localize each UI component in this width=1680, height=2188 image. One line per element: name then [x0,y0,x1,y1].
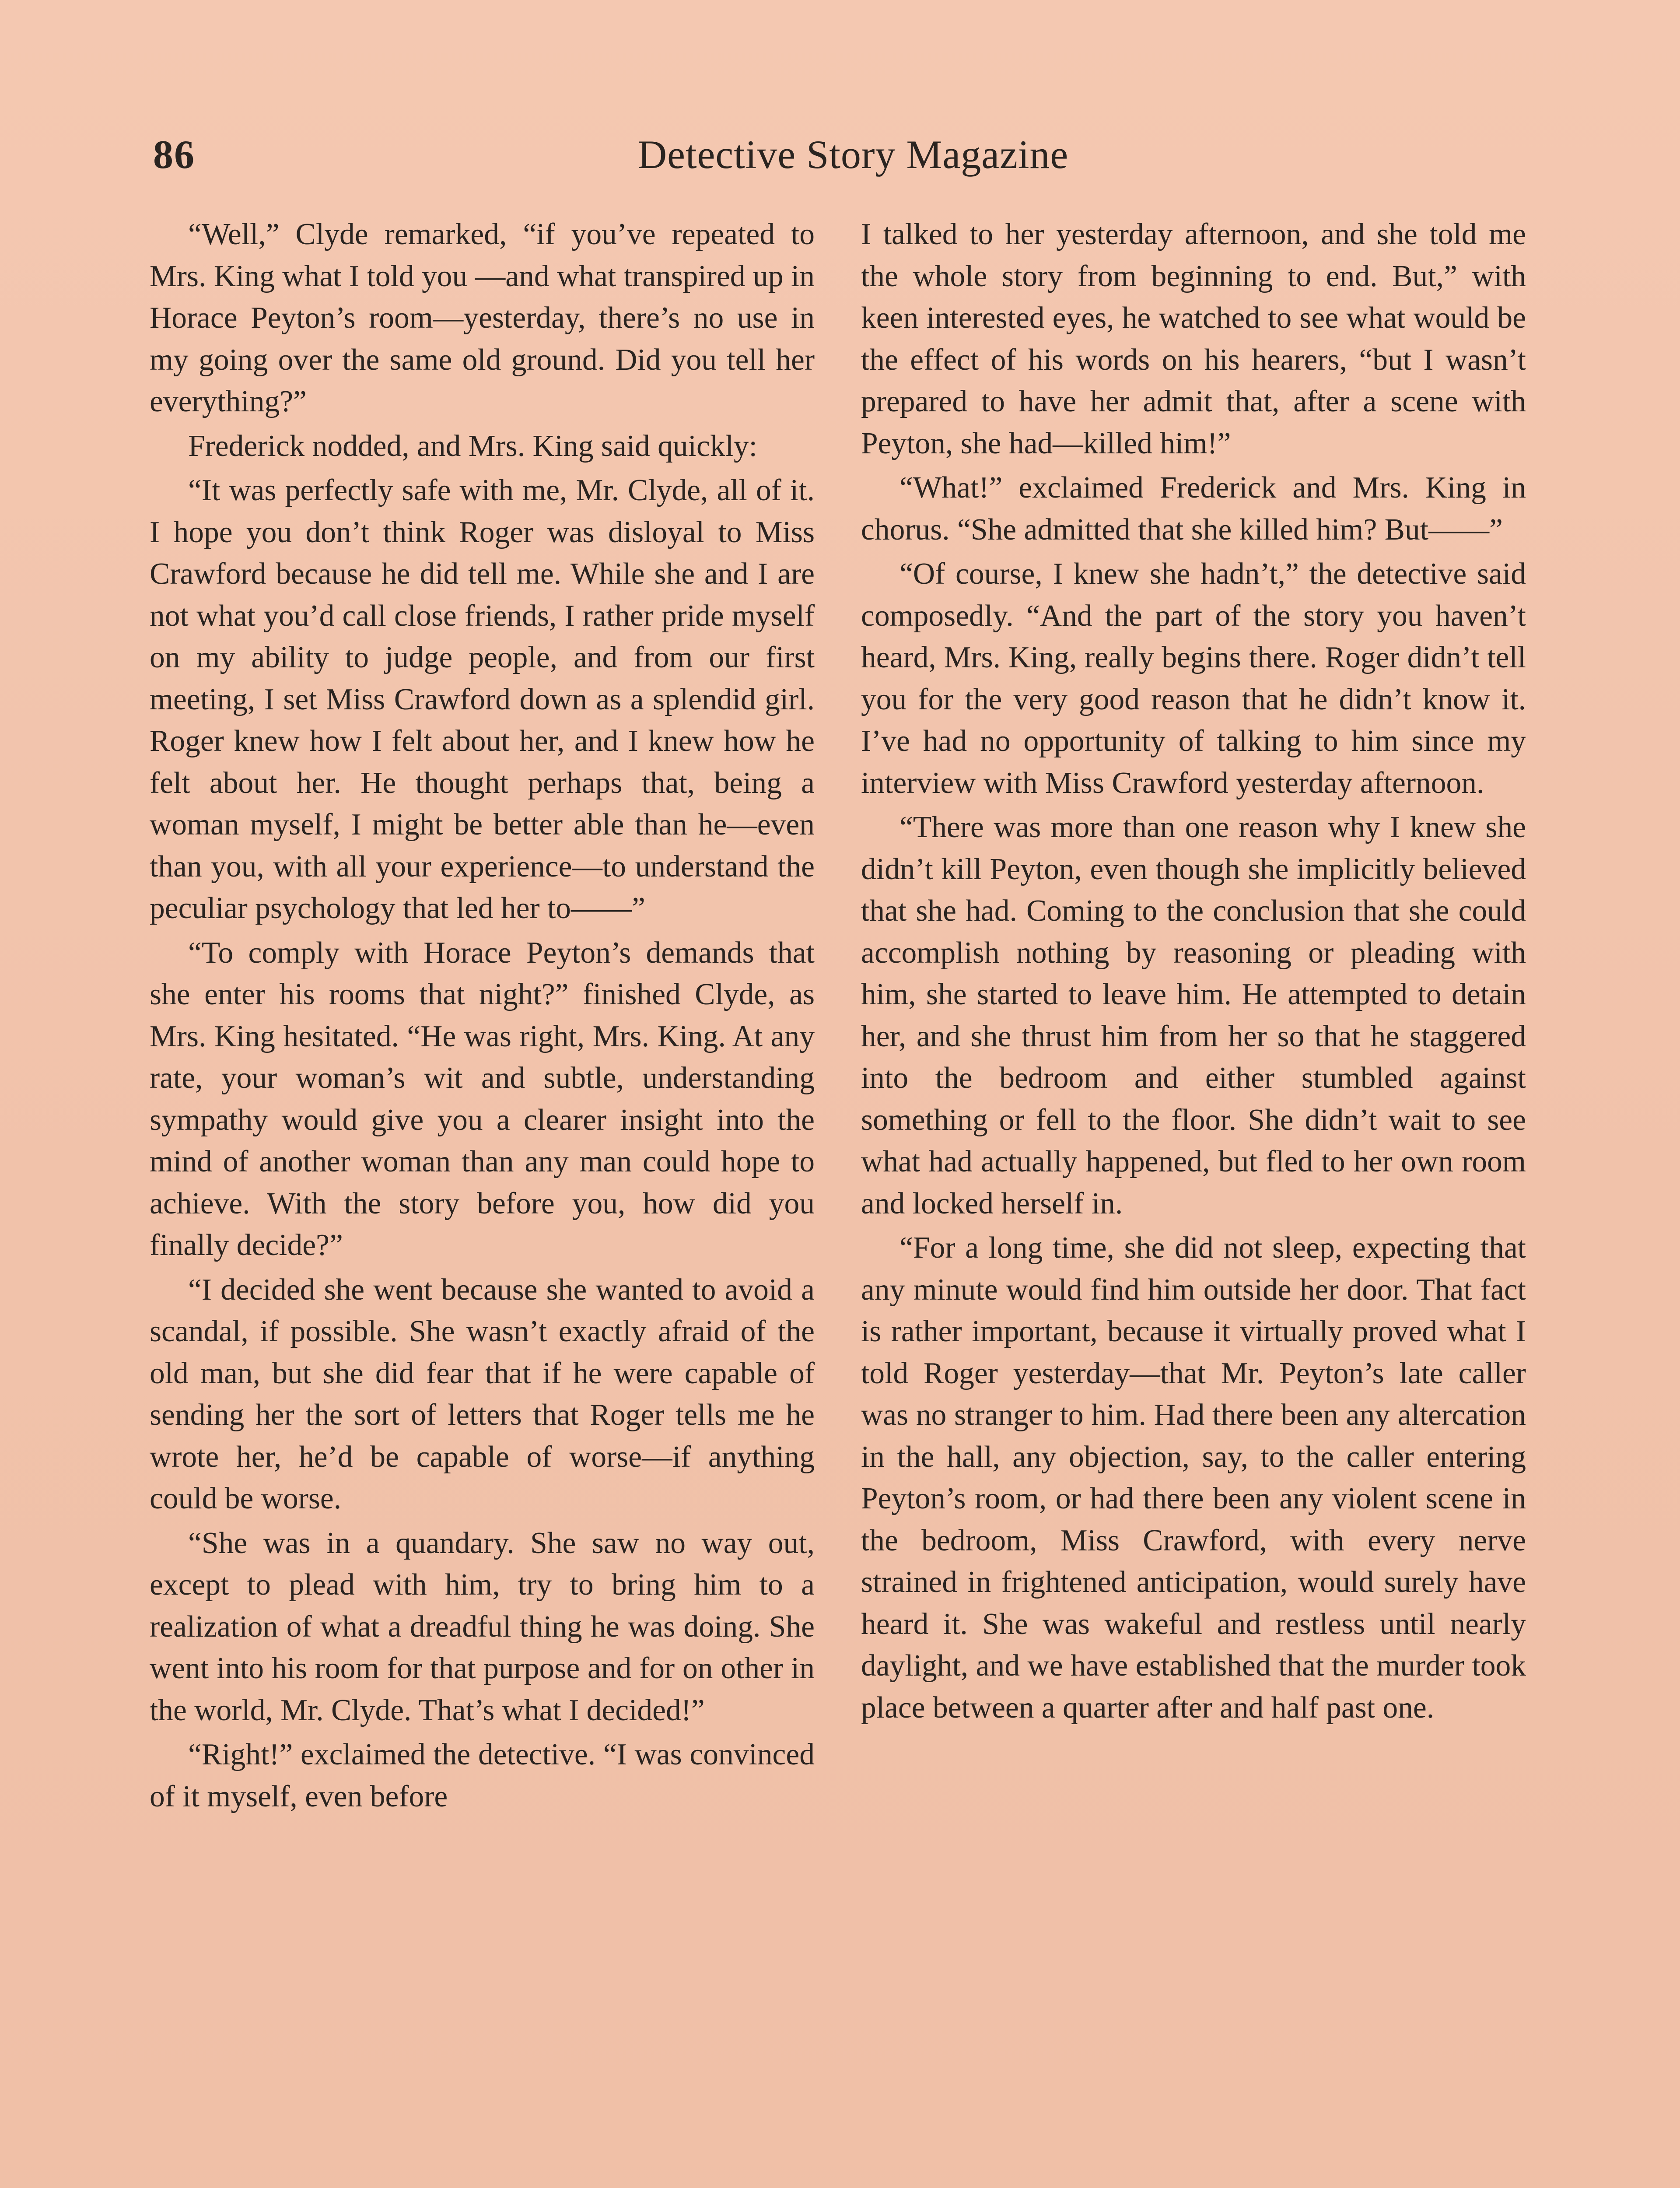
paragraph: Frederick nodded, and Mrs. King said quickly: [188,429,757,463]
page-number: 86 [153,132,195,177]
paragraph: “What!” exclaimed Frederick and Mrs. King in chorus. “She admitted that she killed him? But——” [861,471,1526,547]
paragraph: “For a long time, she did not sleep, expecting that any minute would find him outside her door. That fact is rather important, because it virtually proved what I told Roger yesterday—that Mr. Peyton’s late caller was no stranger to him. Had there been any altercation in the hall, any objection, say, to the caller entering Peyton’s room, or had there been any violent scene in the bedroom, Miss Crawford, with every nerve strained in frightened anticipation, would surely have heard it. She was wakeful and restless until nearly daylight, and we have established that the murder took place between a quarter after and half past one. [861,1231,1526,1725]
paragraph: “She was in a quandary. She saw no way out, except to plead with him, try to bring him to a realization of what a dreadful thing he was doing. She went into his room for that purpose and for on other in the world, Mr. Clyde. That’s what I decided!” [150,1526,815,1727]
paragraph: “There was more than one reason why I knew she didn’t kill Peyton, even though she implicitly believed that she had. Coming to the conclusion that she could accomplish nothing by reasoning or pleading with him, she started to leave him. He attempted to detain her, and she thrust him from her so that he staggered into the bedroom and either stumbled against something or fell to the floor. She didn’t wait to see what had actually happened, but fled to her own room and locked herself in. [861,810,1526,1220]
left-column [150,214,815,1820]
paragraph: I talked to her yesterday afternoon, and she told me the whole story from beginning to end. But,” with keen interested eyes, he watched to see what would be the effect of his words on his hearers, “but I wasn’t prepared to have her admit that, after a scene with Peyton, she had—killed him!” [861,217,1526,460]
magazine-title: Detective Story Magazine [637,132,1069,177]
right-column [861,214,1526,1731]
paragraph: “Of course, I knew she hadn’t,” the detective said composedly. “And the part of the story you haven’t heard, Mrs. King, really begins there. Roger didn’t tell you for the very good reason that he didn’t know it. I’ve had no opportunity of talking to him since my interview with Miss Crawford yesterday afternoon. [861,557,1526,800]
paragraph: “It was perfectly safe with me, Mr. Clyde, all of it. I hope you don’t think Roger was disloyal to Miss Crawford because he did tell me. While she and I are not what you’d call close friends, I rather pride myself on my ability to judge people, and from our first meeting, I set Miss Crawford down as a splendid girl. Roger knew how I felt about her, and I knew how he felt about her. He thought perhaps that, being a woman myself, I might be better able than he—even than you, with all your experience—to understand the peculiar psychology that led her to——” [150,473,815,925]
paragraph: “I decided she went because she wanted to avoid a scandal, if possible. She wasn’t exactly afraid of the old man, but she did fear that if he were capable of sending her the sort of letters that Roger tells me he wrote her, he’d be capable of worse—if anything could be worse. [150,1273,815,1515]
paragraph: “To comply with Horace Peyton’s demands that she enter his rooms that night?” finished Clyde, as Mrs. King hesitated. “He was right, Mrs. King. At any rate, your woman’s wit and subtle, understanding sympathy would give you a clearer insight into the mind of another woman than any man could hope to achieve. With the story before you, how did you finally decide?” [150,936,815,1262]
paragraph: “Right!” exclaimed the detective. “I was convinced of it myself, even before [150,1738,815,1813]
page-header [0,131,1680,193]
paragraph: “Well,” Clyde remarked, “if you’ve repeated to Mrs. King what I told you —and what transpired up in Horace Peyton’s room—yesterday, there’s no use in my going over the same old ground. Did you tell her everything?” [150,217,815,418]
